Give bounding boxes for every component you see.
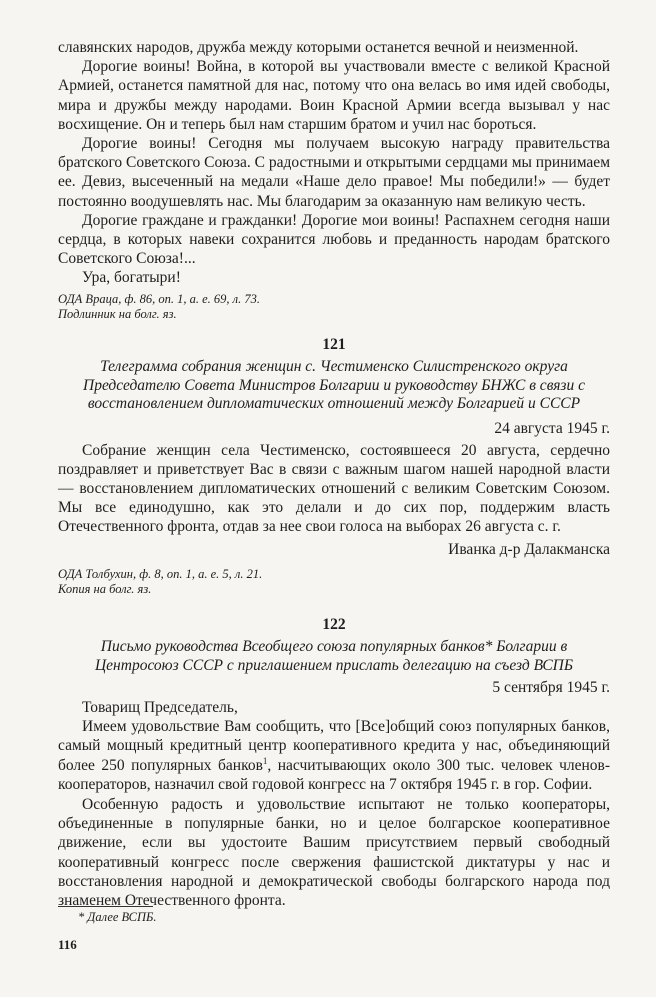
- document-number: 121: [322, 336, 346, 353]
- document-title: Письмо руководства Всеобщего союза популярных банков* Болгарии в Центросоюз СССР с приглашением прислать делегацию на съезд ВСПБ: [94, 638, 574, 674]
- archive-copy-note: Копия на болг. яз.: [58, 581, 152, 596]
- paragraph: Дорогие граждане и гражданки! Дорогие мои воины! Распахнем сегодня наши сердца, в которых навеки сохранится любовь и преданность народам братского Советского Союза!...: [58, 211, 610, 268]
- footnote-marker: 1: [262, 755, 268, 766]
- document-title: Телеграмма собрания женщин с. Честименско Силистренского округа Председателю Совета Министров Болгарии и руководству БНЖС в связи с восстановлением дипломатических отношений между Болгарией и СССР: [83, 358, 585, 412]
- footnote-divider: [58, 906, 153, 907]
- page-number-block: [58, 937, 610, 953]
- document-number: 122: [322, 616, 346, 633]
- archive-copy-note: Подлинник на болг. яз.: [58, 306, 177, 321]
- document-body: Имеем удовольствие Вам сообщить, что [Все]общий союз популярных банков, самый мощный кредитный центр кооперативного кредита у нас, объединяющий более 250 популярных банков$^1$, насчитывающих около 300 тыс. человек членов-кооператоров, назначил свой годовой конгресс на 7 октября 1945 г. в гор. Софии.: [58, 718, 610, 793]
- document-date: 24 августа 1945 г.: [494, 419, 610, 437]
- continuation-paragraph: славянских народов, дружба между которыми останется вечной и неизменной.: [58, 39, 579, 56]
- paragraph: Ура, богатыри!: [82, 269, 181, 287]
- document-body: Особенную радость и удовольствие испытают не только кооператоры, объединенные в популярные банки, но и целое болгарское кооперативное движение, если вы удостоите Вашим присутствием первый свободный кооперативный конгресс после свержения фашистской диктатуры у нас и восстановления народной и демократической свободы болгарского народа под знаменем Отечественного фронта.: [58, 796, 610, 910]
- footnote: * Далее ВСПБ.: [78, 910, 157, 924]
- paragraph: Дорогие воины! Война, в которой вы участвовали вместе с великой Красной Армией, останется памятной для нас, потому что она велась во имя идей свободы, мира и дружбы между народами. Воин Красной Армии всегда вызывал у нас восхищение. Он и теперь был нам старшим братом и учил нас бороться.: [58, 58, 610, 133]
- document-body: Собрание женщин села Честименско, состоявшееся 20 августа, сердечно поздравляет и приветствует Вас в связи с важным шагом нашей народной власти — восстановлением дипломатических отношений с великим Советским Союзом. Мы все единодушно, как это делали и до сих пор, поддержим власть Отечественного фронта, отдав за нее свои голоса на выборах 26 августа с. г.: [58, 441, 610, 536]
- page-number: 116: [58, 937, 77, 952]
- archive-source: ОДА Толбухин, ф. 8, оп. 1, а. е. 5, л. 21.: [58, 566, 263, 581]
- paragraph: Дорогие воины! Сегодня мы получаем высокую награду правительства братского Советского Союза. С радостными и открытыми сердцами мы принимаем ее. Девиз, высеченный на медали «Наше дело правое! Мы победили!» — будет постоянно воодушевлять нас. Мы благодарим за оказанную нам великую честь.: [58, 135, 610, 210]
- document-121: [58, 336, 610, 597]
- document-date: 5 сентября 1945 г.: [492, 679, 610, 696]
- document-122: [58, 616, 610, 910]
- signature: Иванка д-р Далакманска: [448, 540, 610, 558]
- footnote-block: [58, 910, 610, 925]
- archive-source: ОДА Враца, ф. 86, оп. 1, а. е. 69, л. 73.: [58, 291, 260, 306]
- top-section: [58, 38, 610, 322]
- salutation: Товарищ Председатель,: [82, 699, 238, 716]
